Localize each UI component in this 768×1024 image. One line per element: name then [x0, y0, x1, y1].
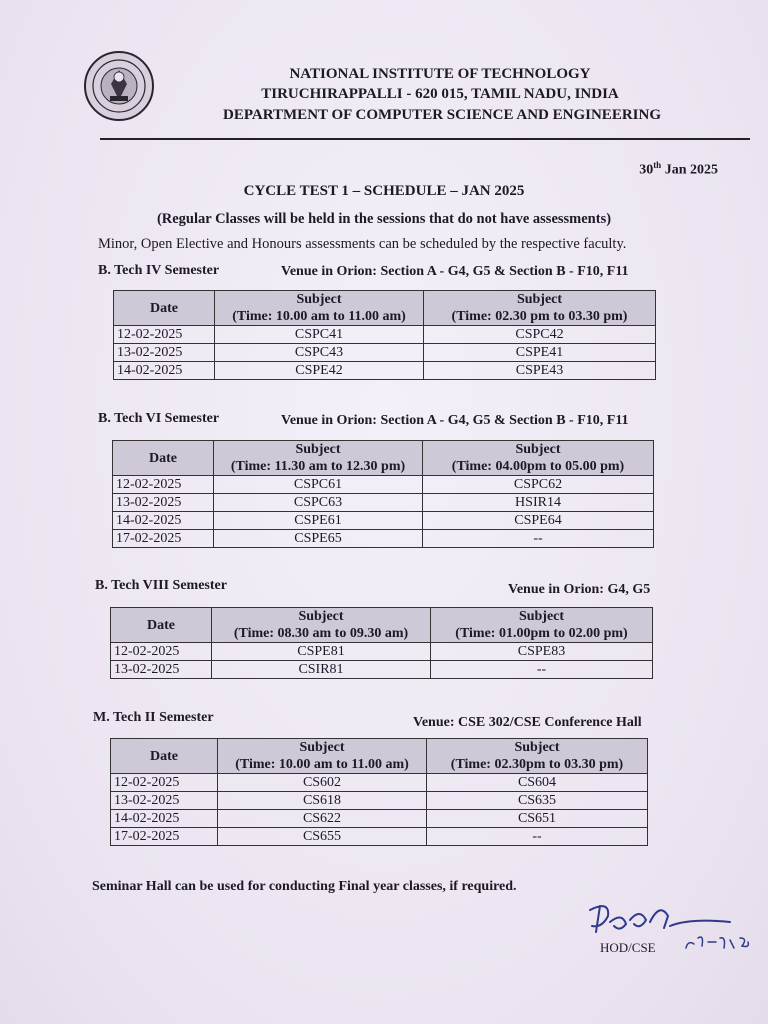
issue-date: 30th Jan 2025	[639, 160, 718, 178]
table-row: 17-02-2025 CS655 --	[111, 828, 648, 846]
table-header-row	[111, 739, 648, 774]
venue-info: Venue in Orion: Section A - G4, G5 & Section B - F10, F11	[281, 264, 629, 279]
schedule-title: CYCLE TEST 1 – SCHEDULE – JAN 2025	[243, 183, 525, 199]
session2-column-header: Subject (Time: 01.00pm to 02.00 pm)	[431, 608, 653, 643]
schedule-table	[110, 738, 648, 846]
semester-heading: B. Tech VIII Semester	[95, 578, 227, 593]
table-row: 12-02-2025 CSPC61 CSPC62	[113, 476, 654, 494]
session1-column-header: Subject (Time: 11.30 am to 12.30 pm)	[214, 441, 423, 476]
header-divider	[100, 138, 750, 140]
venue-info: Venue in Orion: Section A - G4, G5 & Section B - F10, F11	[281, 413, 629, 428]
minor-assessment-note: Minor, Open Elective and Honours assessments can be scheduled by the respective faculty.	[98, 236, 627, 252]
table-header-row	[111, 608, 653, 643]
schedule-table	[112, 440, 654, 548]
venue-info: Venue in Orion: G4, G5	[508, 582, 651, 597]
table-row: 14-02-2025 CSPE42 CSPE43	[114, 362, 656, 380]
schedule-table	[110, 607, 653, 679]
seminar-hall-note: Seminar Hall can be used for conducting Final year classes, if required.	[92, 879, 517, 894]
date-column-header: Date	[113, 441, 214, 476]
institute-seal-logo	[80, 50, 158, 122]
table-row: 13-02-2025 CSPC63 HSIR14	[113, 494, 654, 512]
regular-classes-note: (Regular Classes will be held in the sessions that do not have assessments)	[156, 211, 612, 227]
date-column-header: Date	[111, 739, 218, 774]
date-column-header: Date	[111, 608, 212, 643]
semester-heading: M. Tech II Semester	[93, 710, 214, 725]
table-row: 12-02-2025 CS602 CS604	[111, 774, 648, 792]
date-column-header: Date	[114, 291, 215, 326]
institute-address: TIRUCHIRAPPALLI - 620 015, TAMIL NADU, INDIA	[261, 86, 619, 102]
table-row: 13-02-2025 CS618 CS635	[111, 792, 648, 810]
table-row: 17-02-2025 CSPE65 --	[113, 530, 654, 548]
session2-column-header: Subject (Time: 02.30pm to 03.30 pm)	[427, 739, 648, 774]
session2-column-header: Subject (Time: 04.00pm to 05.00 pm)	[423, 441, 654, 476]
table-row: 12-02-2025 CSPC41 CSPC42	[114, 326, 656, 344]
semester-heading: B. Tech VI Semester	[98, 411, 220, 426]
semester-heading: B. Tech IV Semester	[98, 263, 220, 278]
institute-name: NATIONAL INSTITUTE OF TECHNOLOGY	[289, 66, 591, 82]
table-row: 13-02-2025 CSPC43 CSPE41	[114, 344, 656, 362]
hod-designation: HOD/CSE	[600, 940, 656, 955]
session2-column-header: Subject (Time: 02.30 pm to 03.30 pm)	[424, 291, 656, 326]
table-row: 14-02-2025 CSPE61 CSPE64	[113, 512, 654, 530]
table-header-row	[113, 441, 654, 476]
session1-column-header: Subject (Time: 08.30 am to 09.30 am)	[212, 608, 431, 643]
department-name: DEPARTMENT OF COMPUTER SCIENCE AND ENGINEERING	[223, 107, 661, 123]
table-row: 13-02-2025 CSIR81 --	[111, 661, 653, 679]
schedule-table	[113, 290, 656, 380]
table-row: 14-02-2025 CS622 CS651	[111, 810, 648, 828]
table-header-row	[114, 291, 656, 326]
table-row: 12-02-2025 CSPE81 CSPE83	[111, 643, 653, 661]
session1-column-header: Subject (Time: 10.00 am to 11.00 am)	[218, 739, 427, 774]
session1-column-header: Subject (Time: 10.00 am to 11.00 am)	[215, 291, 424, 326]
venue-info: Venue: CSE 302/CSE Conference Hall	[413, 715, 642, 730]
